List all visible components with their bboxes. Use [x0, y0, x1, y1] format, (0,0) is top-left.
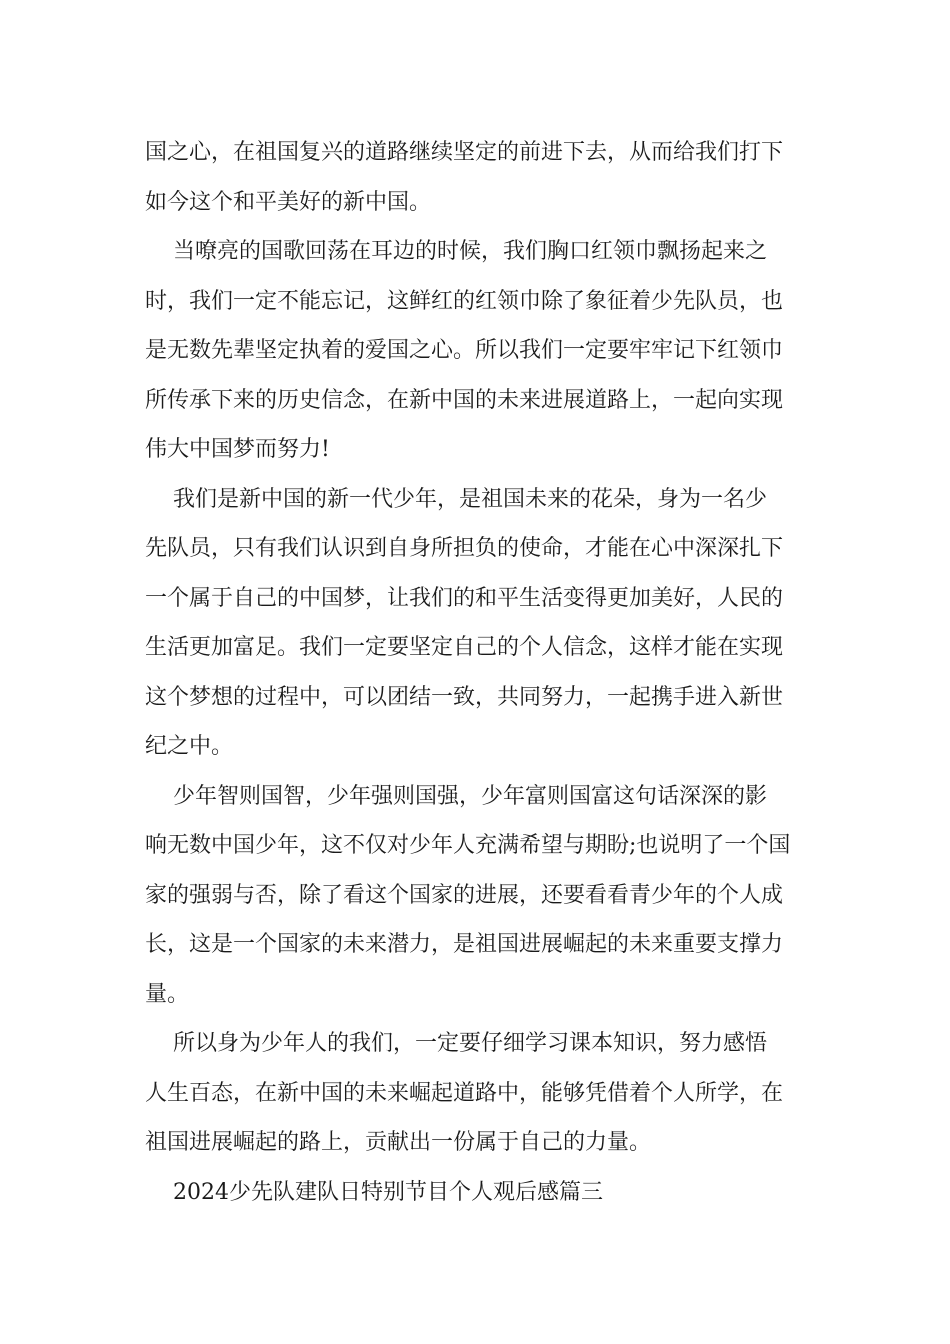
paragraph-4: 少年智则国智，少年强则国强，少年富则国富这句话深深的影 响无数中国少年，这不仅对少年人充满希望与期盼;也说明了一个国 家的强弱与否，除了看这个国家的进展，还要看看青少年的个人成 长，这是一个国家的未来潜力，是祖国进展崛起的未来重要支撑力 量。 — [145, 783, 791, 1007]
document-body — [145, 128, 807, 1217]
paragraph-5: 所以身为少年人的我们，一定要仔细学习课本知识，努力感悟 人生百态，在新中国的未来崛起道路中，能够凭借着个人所学，在 祖国进展崛起的路上，贡献出一份属于自己的力量。 — [145, 1031, 784, 1155]
paragraph-2: 当嘹亮的国歌回荡在耳边的时候，我们胸口红领巾飘扬起来之 时，我们一定不能忘记，这鲜红的红领巾除了象征着少先队员，也 是无数先辈坚定执着的爱国之心。所以我们一定要牢牢记下红领巾 所传承下来的历史信念，在新中国的未来进展道路上，一起向实现 伟大中国梦而努力! — [145, 239, 784, 462]
paragraph-1: 国之心，在祖国复兴的道路继续坚定的前进下去，从而给我们打下 如今这个和平美好的新中国。 — [145, 140, 784, 215]
paragraph-3: 我们是新中国的新一代少年，是祖国未来的花朵，身为一名少 先队员，只有我们认识到自身所担负的使命，才能在心中深深扎下 一个属于自己的中国梦，让我们的和平生活变得更加美好，人民的 生活更加富足。我们一定要坚定自己的个人信念，这样才能在实现 这个梦想的过程中，可以团结一致，共同努力，一起携手进入新世 纪之中。 — [145, 486, 784, 759]
section-heading: 2024少先队建队日特别节目个人观后感篇三 — [145, 1179, 603, 1205]
